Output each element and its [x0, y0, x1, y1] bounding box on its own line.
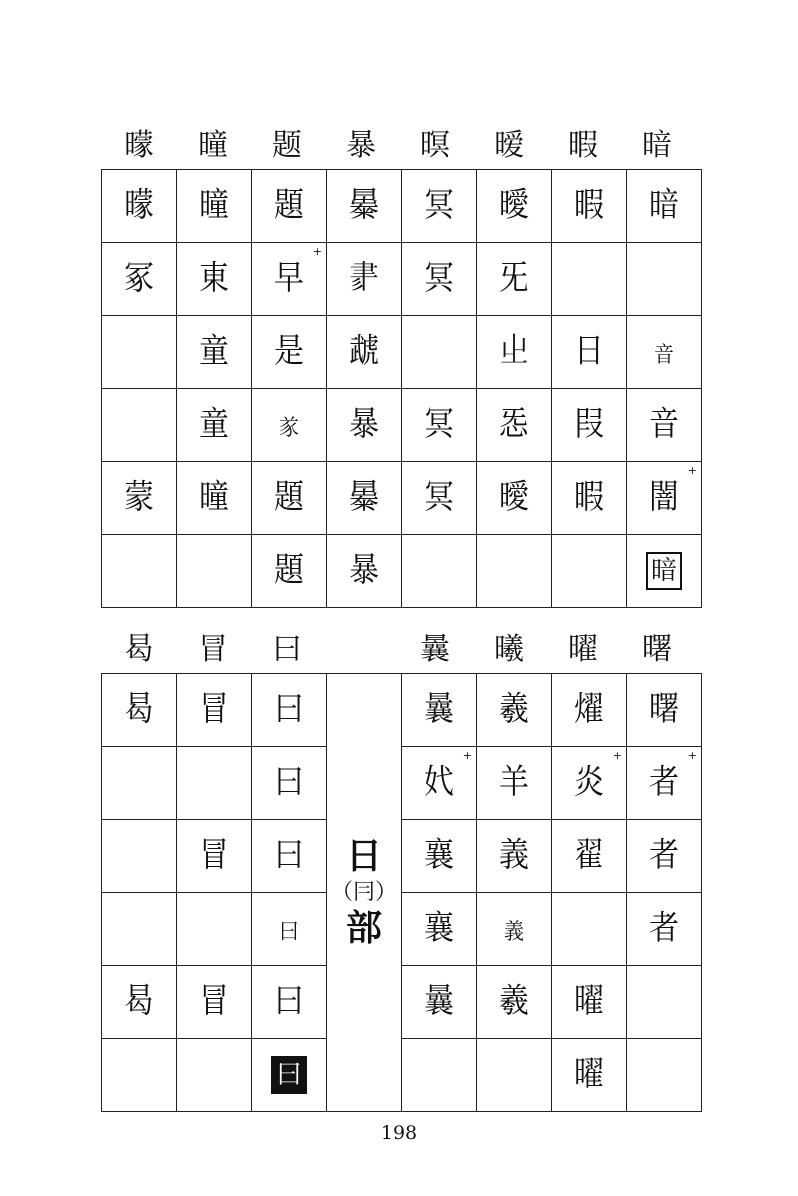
ancient-glyph: 㤅 [499, 404, 529, 445]
top-header-char: 暧 [494, 128, 524, 163]
ancient-glyph: 者 [649, 835, 679, 876]
ancient-glyph: 曈 [199, 477, 229, 518]
top-header-char: 曈 [198, 128, 228, 163]
ancient-glyph: 虣 [349, 331, 379, 372]
top-character-table [101, 169, 702, 608]
glyph-cell [177, 747, 252, 820]
ancient-glyph: 羲 [499, 981, 529, 1022]
bottom-header-char: 冒 [198, 632, 228, 667]
table-row [102, 535, 702, 608]
glyph-cell [252, 820, 327, 893]
glyph-cell [552, 389, 627, 462]
bottom-header-char: 曦 [494, 632, 524, 667]
ancient-glyph: 東 [199, 258, 229, 299]
ancient-glyph: 羊 [499, 762, 529, 803]
glyph-cell [402, 893, 477, 966]
ancient-glyph: 羲 [499, 689, 529, 730]
glyph-cell [102, 170, 177, 243]
glyph-cell [252, 1039, 327, 1112]
glyph-cell [627, 747, 702, 820]
glyph-cell [552, 535, 627, 608]
glyph-cell [552, 170, 627, 243]
glyph-cell [327, 243, 402, 316]
glyph-cell [477, 1039, 552, 1112]
bottom-header-row [102, 630, 694, 670]
ancient-glyph: 早 [274, 258, 304, 299]
glyph-cell [627, 674, 702, 747]
table-row [102, 389, 702, 462]
ancient-glyph: 暇 [574, 185, 604, 226]
glyph-cell [252, 747, 327, 820]
ancient-glyph: 燿 [574, 689, 604, 730]
glyph-cell [177, 170, 252, 243]
table-row [102, 243, 702, 316]
glyph-cell [477, 316, 552, 389]
ancient-glyph: 暗 [649, 185, 679, 226]
glyph-cell [402, 820, 477, 893]
glyph-cell [252, 243, 327, 316]
glyph-cell [402, 1039, 477, 1112]
ancient-glyph: 曰 [279, 917, 299, 945]
glyph-cell [102, 820, 177, 893]
glyph-cell [177, 389, 252, 462]
glyph-cell [552, 674, 627, 747]
ancient-glyph: 曈 [199, 185, 229, 226]
ancient-glyph: 㚤 [424, 762, 454, 803]
ancient-glyph: 冥 [424, 404, 454, 445]
ancient-glyph: 義 [504, 917, 524, 945]
ancient-glyph: 𡳿 [499, 331, 529, 372]
glyph-cell [252, 316, 327, 389]
glyph-cell [627, 966, 702, 1039]
glyph-cell [402, 462, 477, 535]
bottom-header-char: 曙 [642, 632, 672, 667]
ancient-glyph: 者 [649, 762, 679, 803]
glyph-cell [177, 1039, 252, 1112]
glyph-cell [552, 820, 627, 893]
glyph-cell [102, 1039, 177, 1112]
ancient-glyph: 童 [199, 404, 229, 445]
glyph-cell [252, 674, 327, 747]
ancient-glyph: 冥 [424, 477, 454, 518]
glyph-cell [327, 389, 402, 462]
glyph-cell [627, 170, 702, 243]
table-row [102, 462, 702, 535]
glyph-cell [552, 966, 627, 1039]
glyph-cell [402, 243, 477, 316]
page-number: 198 [380, 1122, 418, 1144]
ancient-glyph: 曰 [274, 762, 304, 803]
ancient-glyph: 襄 [424, 908, 454, 949]
glyph-cell [102, 893, 177, 966]
ancient-glyph: 曚 [124, 185, 154, 226]
glyph-cell [477, 389, 552, 462]
glyph-cell [102, 316, 177, 389]
glyph-cell [477, 820, 552, 893]
table-row [102, 674, 702, 747]
ancient-glyph: 冢 [124, 258, 154, 299]
plus-mark-icon: + [687, 749, 697, 762]
ancient-glyph: 義 [499, 835, 529, 876]
glyph-cell [477, 535, 552, 608]
glyph-cell [177, 243, 252, 316]
table-row [102, 966, 702, 1039]
glyph-cell [402, 170, 477, 243]
glyph-cell [402, 389, 477, 462]
ancient-glyph: 童 [199, 331, 229, 372]
ancient-glyph: 曰 [274, 835, 304, 876]
bottom-header-char: 曜 [568, 632, 598, 667]
glyph-cell [627, 893, 702, 966]
glyph-cell [102, 747, 177, 820]
radical-variant: （冃） [330, 879, 397, 905]
ancient-glyph: 闇 [649, 477, 679, 518]
glyph-cell [402, 747, 477, 820]
ancient-glyph: 日 [574, 331, 604, 372]
plus-mark-icon: + [462, 749, 472, 762]
bottom-header-char: 曰 [272, 632, 302, 667]
table-row [102, 747, 702, 820]
glyph-cell [477, 243, 552, 316]
table-row [102, 820, 702, 893]
bottom-header-char: 曷 [124, 632, 154, 667]
glyph-cell [627, 243, 702, 316]
top-header-char: 暗 [642, 128, 672, 163]
glyph-cell [102, 389, 177, 462]
ancient-glyph: 曰 [274, 981, 304, 1022]
ancient-glyph: 曩 [424, 689, 454, 730]
radical-section-cell [327, 674, 402, 1112]
glyph-cell [177, 674, 252, 747]
ancient-glyph: 曰 [274, 689, 304, 730]
top-header-row [102, 126, 694, 166]
ancient-glyph: 者 [649, 908, 679, 949]
table-row [102, 316, 702, 389]
glyph-cell [477, 170, 552, 243]
ancient-glyph: 曜 [574, 1054, 604, 1095]
ancient-glyph: 叚 [574, 404, 604, 445]
glyph-cell [252, 966, 327, 1039]
ancient-glyph: 冒 [199, 689, 229, 730]
glyph-cell [627, 316, 702, 389]
black-stamp-glyph: 曰 [271, 1056, 307, 1094]
ancient-glyph: 題 [274, 550, 304, 591]
glyph-cell [102, 535, 177, 608]
glyph-cell [627, 820, 702, 893]
glyph-cell [552, 1039, 627, 1112]
glyph-cell [627, 389, 702, 462]
glyph-cell [252, 170, 327, 243]
glyph-cell [627, 462, 702, 535]
ancient-glyph: 冒 [199, 981, 229, 1022]
glyph-cell [327, 170, 402, 243]
ancient-glyph: 曜 [574, 981, 604, 1022]
ancient-glyph: 冥 [424, 258, 454, 299]
glyph-cell [327, 316, 402, 389]
ancient-glyph: 曖 [499, 185, 529, 226]
ancient-glyph: 曖 [499, 477, 529, 518]
glyph-cell [102, 674, 177, 747]
ancient-glyph: 是 [274, 331, 304, 372]
top-header-char: 暴 [346, 128, 376, 163]
ancient-glyph: 音 [649, 404, 679, 445]
bottom-header-char: 曩 [420, 632, 450, 667]
glyph-cell [477, 674, 552, 747]
ancient-glyph: 㬥 [349, 477, 379, 518]
glyph-cell [477, 893, 552, 966]
glyph-cell [627, 1039, 702, 1112]
glyph-cell [402, 966, 477, 1039]
table-row [102, 1039, 702, 1112]
glyph-cell [477, 747, 552, 820]
glyph-cell [552, 243, 627, 316]
ancient-glyph: 冥 [424, 185, 454, 226]
plus-mark-icon: + [687, 464, 697, 477]
glyph-cell [477, 462, 552, 535]
top-header-char: 暇 [568, 128, 598, 163]
glyph-cell [402, 316, 477, 389]
ancient-glyph: 題 [274, 477, 304, 518]
glyph-cell [402, 535, 477, 608]
top-header-char: 暝 [420, 128, 450, 163]
ancient-glyph: 襄 [424, 835, 454, 876]
ancient-glyph: 㒸 [279, 413, 299, 441]
top-header-char: 曚 [124, 128, 154, 163]
glyph-cell [327, 462, 402, 535]
ancient-glyph: 𦘔 [349, 258, 379, 299]
glyph-cell [177, 535, 252, 608]
ancient-glyph: 蒙 [124, 477, 154, 518]
ancient-glyph: 題 [274, 185, 304, 226]
ancient-glyph: 曙 [649, 689, 679, 730]
glyph-cell [102, 243, 177, 316]
glyph-cell [177, 316, 252, 389]
ancient-glyph: 炎 [574, 762, 604, 803]
seal-stamp-glyph: 暗 [646, 552, 682, 590]
ancient-glyph: 冒 [199, 835, 229, 876]
ancient-glyph: 旡 [499, 258, 529, 299]
ancient-glyph: 暴 [349, 404, 379, 445]
glyph-cell [627, 535, 702, 608]
ancient-glyph: 暇 [574, 477, 604, 518]
glyph-cell [402, 674, 477, 747]
glyph-cell [552, 462, 627, 535]
radical-heading [327, 834, 401, 952]
glyph-cell [177, 820, 252, 893]
ancient-glyph: 音 [654, 340, 674, 368]
glyph-cell [552, 893, 627, 966]
glyph-cell [102, 462, 177, 535]
glyph-cell [552, 747, 627, 820]
glyph-cell [102, 966, 177, 1039]
ancient-glyph: 曷 [124, 981, 154, 1022]
glyph-cell [477, 966, 552, 1039]
glyph-cell [552, 316, 627, 389]
glyph-cell [252, 389, 327, 462]
glyph-cell [252, 535, 327, 608]
table-row [102, 170, 702, 243]
ancient-glyph: 曷 [124, 689, 154, 730]
radical-char: 日 [345, 835, 382, 877]
glyph-cell [252, 893, 327, 966]
ancient-glyph: 翟 [574, 835, 604, 876]
glyph-cell [177, 966, 252, 1039]
glyph-cell [177, 893, 252, 966]
radical-label: 部 [345, 908, 382, 950]
ancient-glyph: 㬥 [349, 185, 379, 226]
glyph-cell [177, 462, 252, 535]
ancient-glyph: 暴 [349, 550, 379, 591]
ancient-glyph: 曩 [424, 981, 454, 1022]
top-header-char: 题 [272, 128, 302, 163]
plus-mark-icon: + [312, 245, 322, 258]
plus-mark-icon: + [612, 749, 622, 762]
glyph-cell [327, 535, 402, 608]
glyph-cell [252, 462, 327, 535]
bottom-character-table [101, 673, 702, 1112]
table-row [102, 893, 702, 966]
